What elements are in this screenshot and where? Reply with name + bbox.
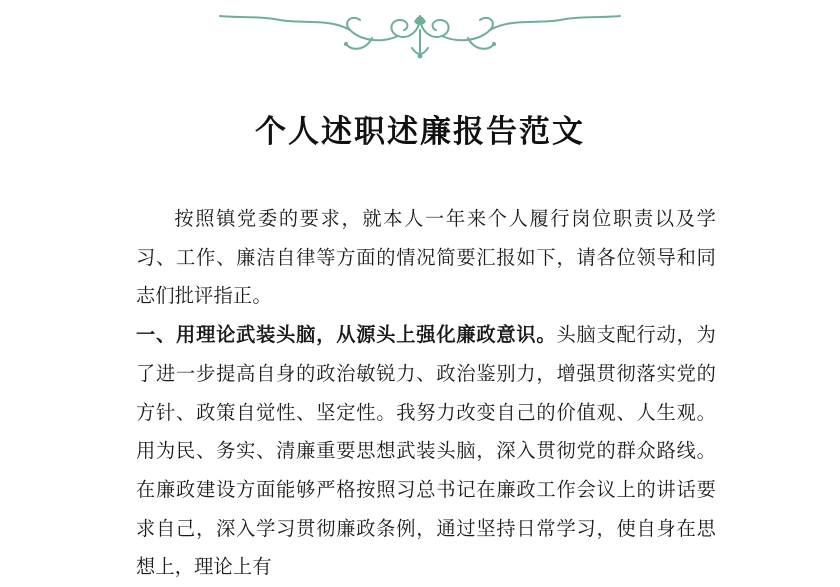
decorative-border-ornament: [0, 0, 840, 80]
section-1-text: 头脑支配行动，为了进一步提高自身的政治敏锐力、政治鉴别力，增强贯彻落实党的方针、政策自觉性、坚定性。我努力改变自己的价值观、人生观。用为民、务实、清廉重要思想武装头脑，深入贯彻党的群众路线。在廉政建设方面能够严格按照习总书记在廉政工作会议上的讲话要求自己，深入学习贯彻廉政条例，通过坚持日常学习，使自身在思想上，理论上有: [136, 323, 716, 579]
intro-paragraph: 按照镇党委的要求，就本人一年来个人履行岗位职责以及学习、工作、廉洁自律等方面的情况简要汇报如下，请各位领导和同志们批评指正。: [136, 207, 716, 308]
document-title: 个人述职述廉报告范文: [255, 114, 585, 150]
section-1-heading: 一、用理论武装头脑，从源头上强化廉政意识。: [136, 323, 557, 347]
document-body: [136, 200, 716, 587]
section-1-paragraph: [136, 316, 716, 587]
